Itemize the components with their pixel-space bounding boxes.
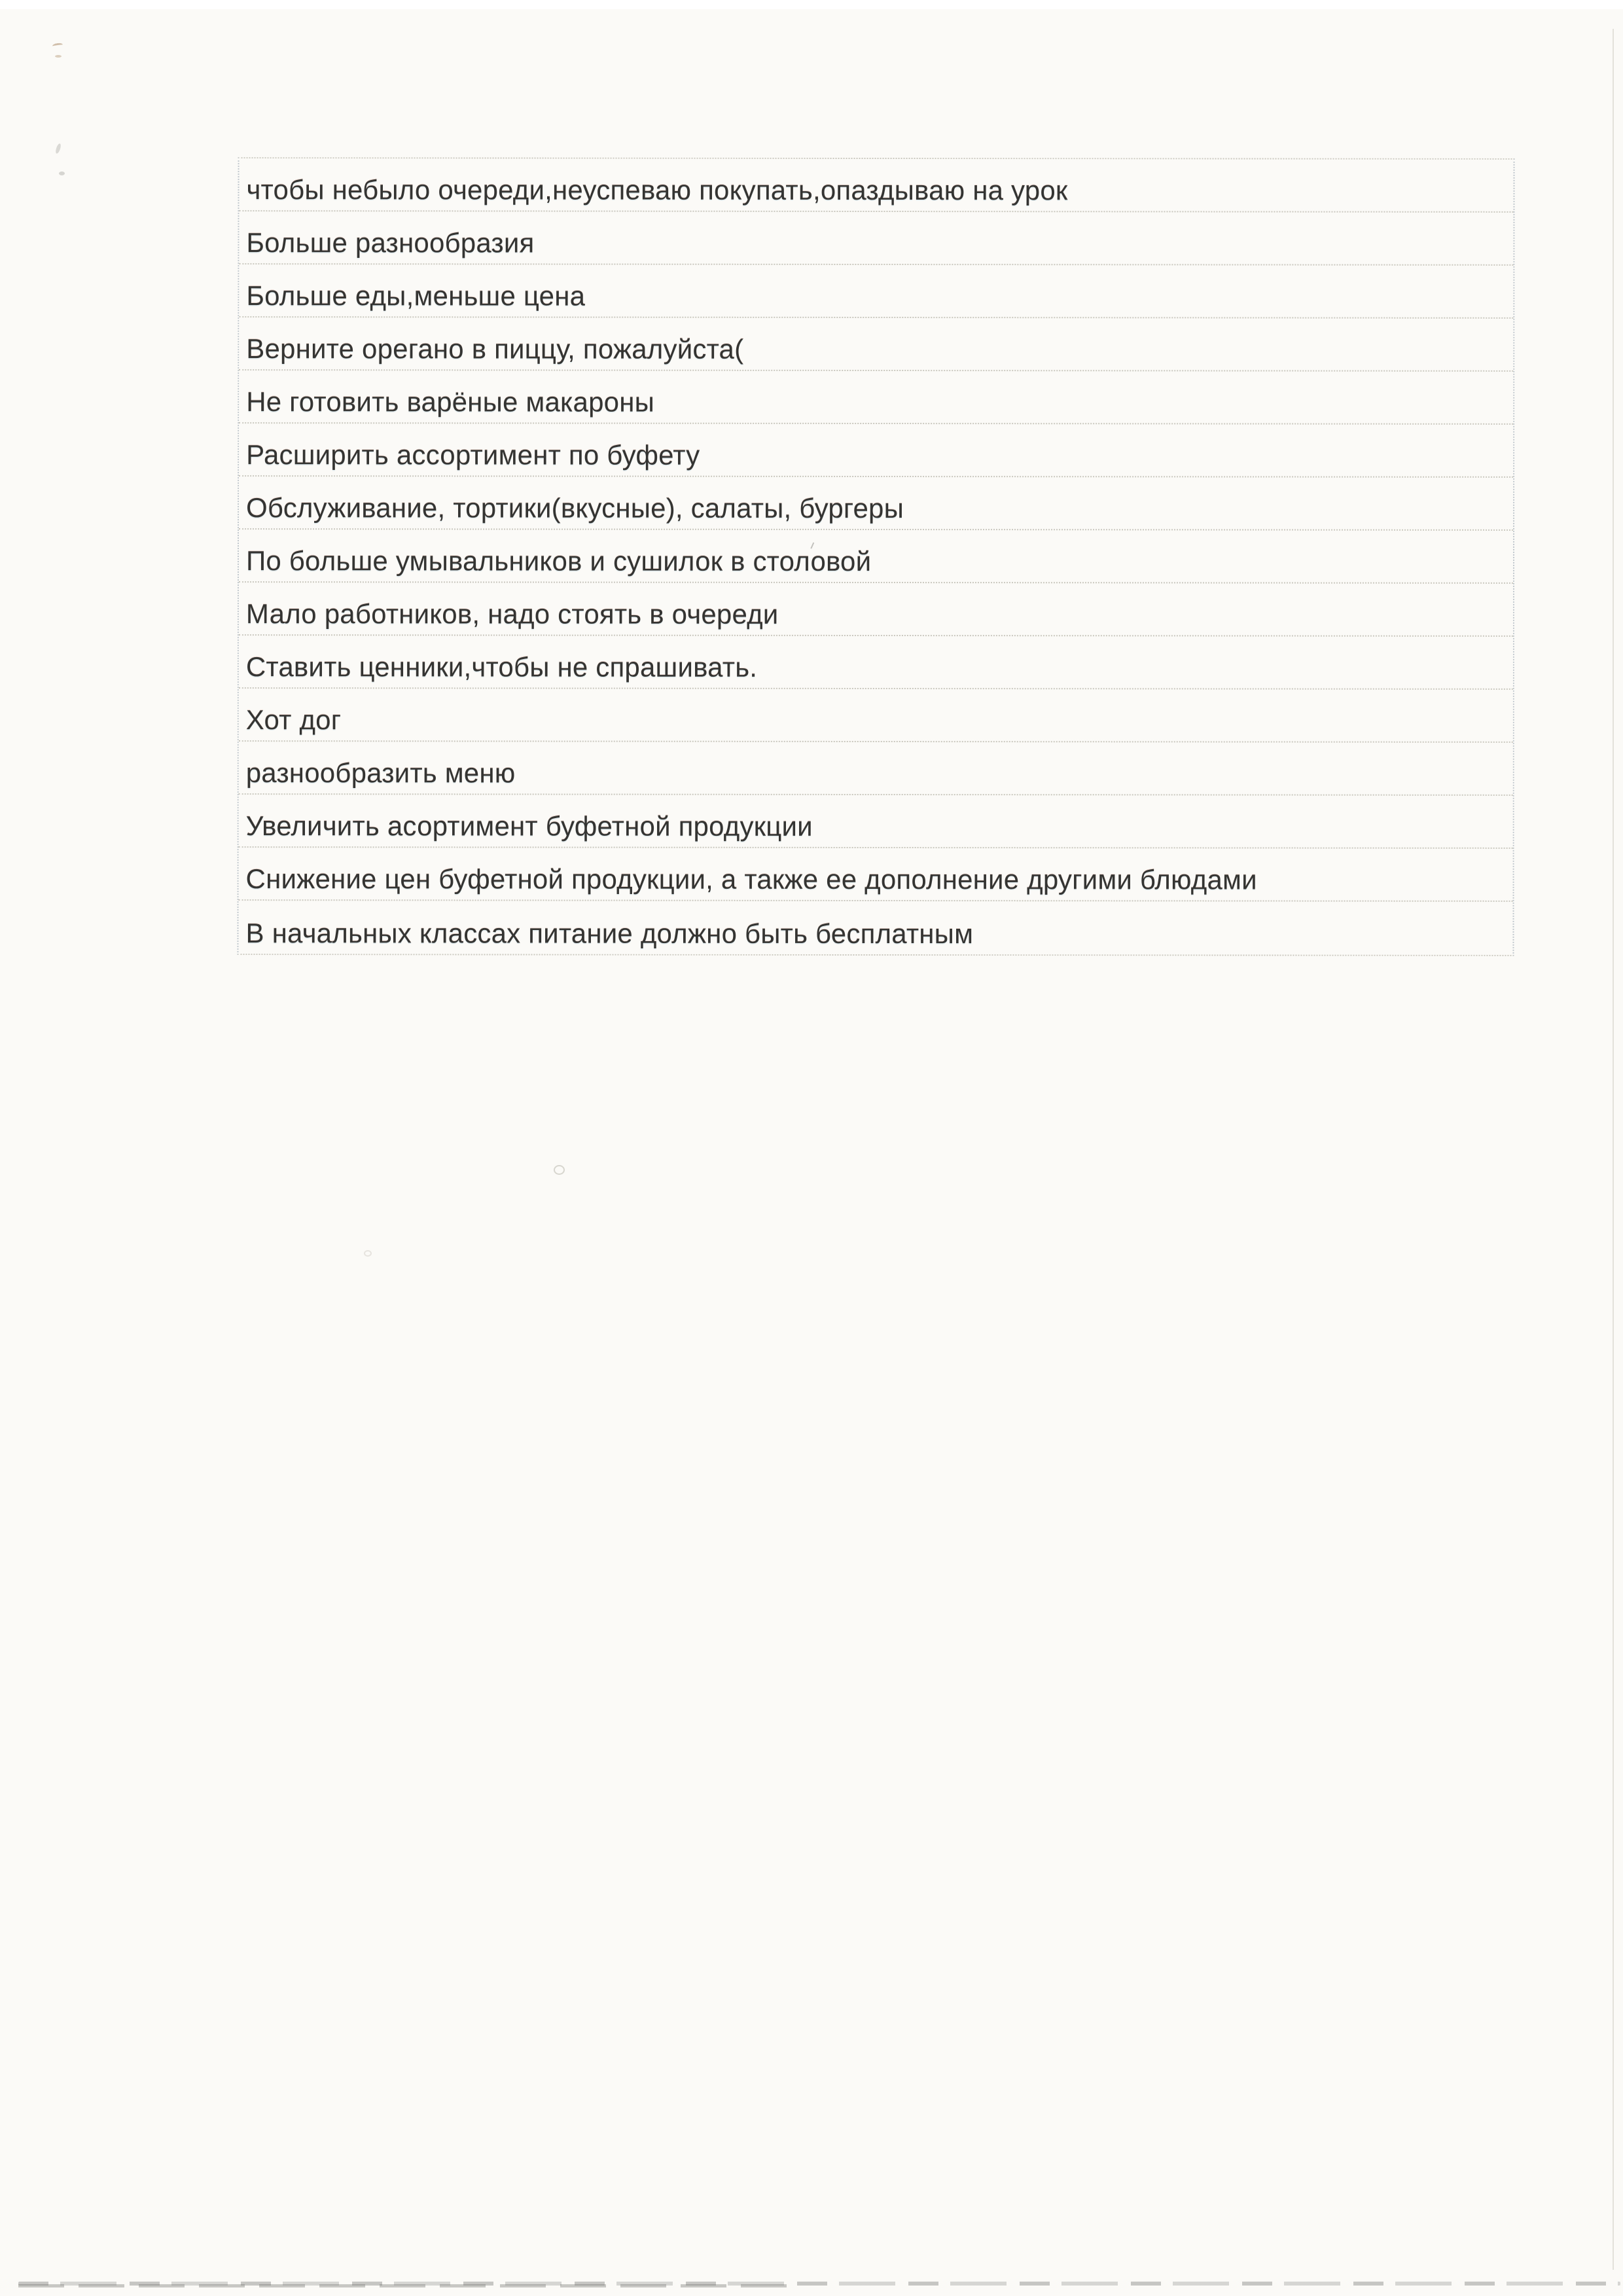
response-text: Не готовить варёные макароны	[246, 386, 655, 418]
response-text: По больше умывальников и сушилок в столовой	[245, 545, 872, 577]
table-row	[239, 636, 1513, 690]
paper-sheet	[0, 9, 1623, 2296]
table-row	[239, 583, 1513, 637]
scan-speck	[59, 171, 65, 175]
scan-speck	[55, 143, 62, 154]
table-row	[239, 317, 1513, 372]
survey-response-table	[237, 157, 1514, 956]
scan-speck	[52, 43, 63, 48]
response-text: Больше еды,меньше цена	[246, 280, 586, 312]
response-text: Ставить ценники,чтобы не спрашивать.	[245, 651, 758, 683]
table-row	[239, 158, 1513, 213]
table-row	[239, 423, 1513, 478]
response-text: В начальных классах питание должно быть бесплатным	[245, 918, 974, 950]
response-text: чтобы небыло очереди,неуспеваю покупать,опаздываю на урок	[246, 174, 1068, 206]
scan-speck	[554, 1165, 565, 1175]
response-text: Расширить ассортимент по буфету	[246, 439, 700, 471]
response-text: Увеличить асортимент буфетной продукции	[245, 810, 813, 842]
scan-speck	[55, 55, 62, 58]
response-text: Обслуживание, тортики(вкусные), салаты, бургеры	[246, 492, 904, 524]
table-row	[239, 370, 1513, 425]
table-row	[239, 264, 1513, 319]
table-row	[239, 211, 1513, 266]
table-row	[238, 901, 1512, 955]
scan-top-edge	[0, 0, 1623, 9]
table-row	[239, 689, 1513, 743]
response-text: Снижение цен буфетной продукции, а также ее дополнение другими блюдами	[245, 863, 1257, 895]
response-text: разнообразить меню	[245, 757, 516, 789]
table-row	[239, 742, 1513, 796]
table-row	[239, 476, 1513, 531]
response-text: Мало работников, надо стоять в очереди	[245, 598, 779, 630]
table-row	[239, 529, 1513, 584]
response-text: Верните орегано в пиццу, пожалуйста(	[246, 333, 744, 365]
response-text: Хот дог	[245, 704, 342, 736]
scan-speck	[364, 1250, 372, 1257]
response-text: Больше разнообразия	[246, 227, 535, 259]
page-edge-shadow	[1613, 29, 1614, 2270]
scan-bottom-edge-dark	[18, 2284, 791, 2287]
table-row	[239, 795, 1513, 849]
table-row	[239, 848, 1513, 902]
